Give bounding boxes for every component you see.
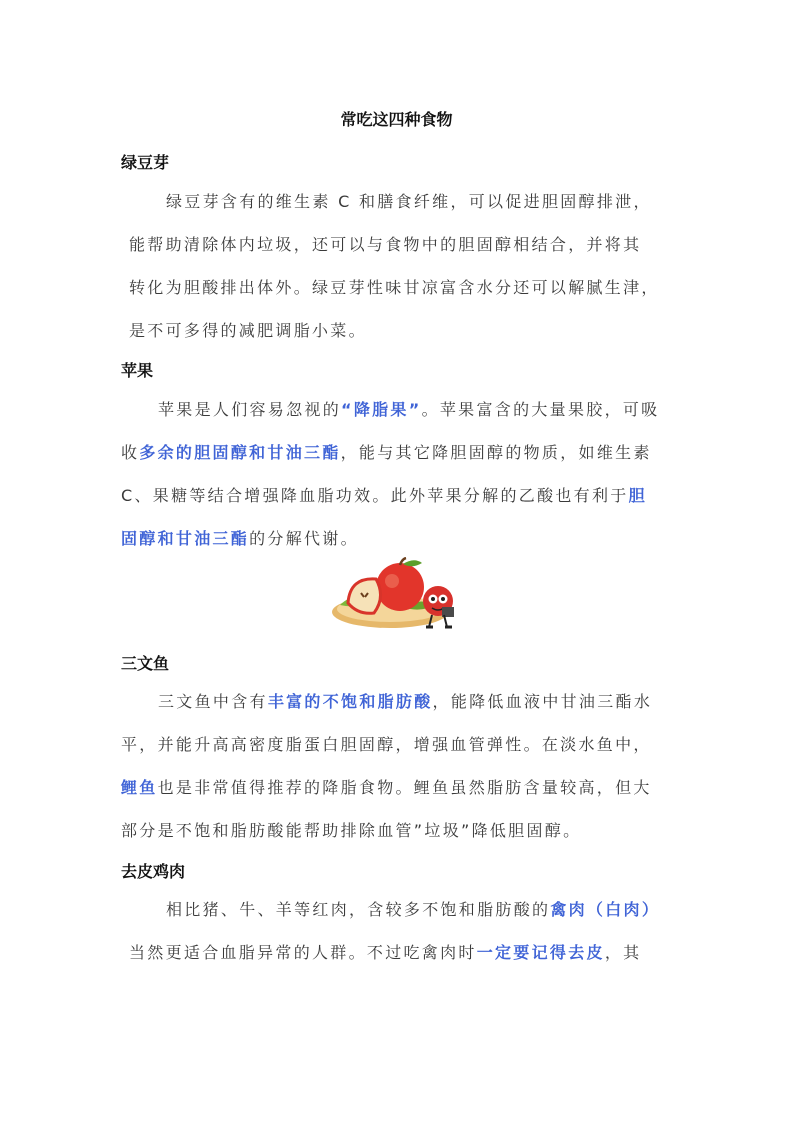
paragraph-line: 能帮助清除体内垃圾，还可以与食物中的胆固醇相结合，并将其 — [129, 235, 642, 254]
paragraph-apple — [121, 388, 681, 560]
text: 相比猪、牛、羊等红肉，含较多不饱和脂肪酸的 — [166, 900, 551, 919]
paragraph-line: 转化为胆酸排出体外。绿豆芽性味甘凉富含水分还可以解腻生津， — [129, 278, 660, 297]
paragraph-line: 绿豆芽含有的维生素 C 和膳食纤维，可以促进胆固醇排泄， — [166, 192, 652, 211]
paragraph-line — [121, 517, 681, 560]
paragraph-line — [121, 474, 681, 517]
page-title: 常吃这四种食物 — [340, 110, 453, 129]
paragraph-chicken — [121, 888, 681, 974]
paragraph-line — [121, 931, 681, 974]
paragraph-line — [121, 680, 681, 723]
text: ，能与其它降胆固醇的物质，如维生素 — [340, 443, 652, 462]
paragraph-line: 平，并能升高高密度脂蛋白胆固醇，增强血管弹性。在淡水鱼中， — [121, 735, 652, 754]
apple-icon — [330, 557, 462, 635]
text: 。苹果富含的大量果胶，可吸 — [421, 400, 660, 419]
paragraph-mungbean — [121, 180, 681, 352]
paragraph-line — [121, 766, 681, 809]
section-heading-salmon: 三文鱼 — [121, 654, 170, 673]
text: 苹果是人们容易忽视的 — [158, 400, 342, 419]
paragraph-line — [121, 431, 681, 474]
text: C、果糖等结合增强降血脂功效。此外苹果分解的乙酸也有利于 — [121, 486, 629, 505]
highlight-text: 胆 — [628, 486, 647, 505]
text: ，其 — [604, 943, 642, 962]
section-heading-apple: 苹果 — [121, 361, 154, 380]
paragraph-line — [121, 388, 681, 431]
highlight-text: 多余的胆固醇和甘油三酯 — [139, 443, 341, 462]
section-heading-chicken: 去皮鸡肉 — [121, 862, 186, 881]
highlight-text: 禽肉（白肉） — [550, 900, 661, 919]
paragraph-line — [121, 888, 681, 931]
highlight-text: 鲤鱼 — [121, 778, 158, 797]
text: 收 — [121, 443, 140, 462]
paragraph-line: 是不可多得的减肥调脂小菜。 — [129, 321, 367, 340]
text: 的分解代谢。 — [249, 529, 359, 548]
text: 也是非常值得推荐的降脂食物。鲤鱼虽然脂肪含量较高，但大 — [157, 778, 652, 797]
text: ，能降低血液中甘油三酯水 — [432, 692, 653, 711]
highlight-text: “降脂果” — [341, 400, 422, 419]
text: 当然更适合血脂异常的人群。不过吃禽肉时 — [129, 943, 477, 962]
highlight-text: 一定要记得去皮 — [476, 943, 605, 962]
section-heading-mungbean: 绿豆芽 — [121, 153, 170, 172]
highlight-text: 丰富的不饱和脂肪酸 — [267, 692, 433, 711]
highlight-text: 固醇和甘油三酯 — [121, 529, 250, 548]
text: 三文鱼中含有 — [158, 692, 268, 711]
apple-illustration — [330, 557, 462, 635]
paragraph-salmon — [121, 680, 681, 852]
paragraph-line: 部分是不饱和脂肪酸能帮助排除血管”垃圾”降低胆固醇。 — [121, 821, 582, 840]
